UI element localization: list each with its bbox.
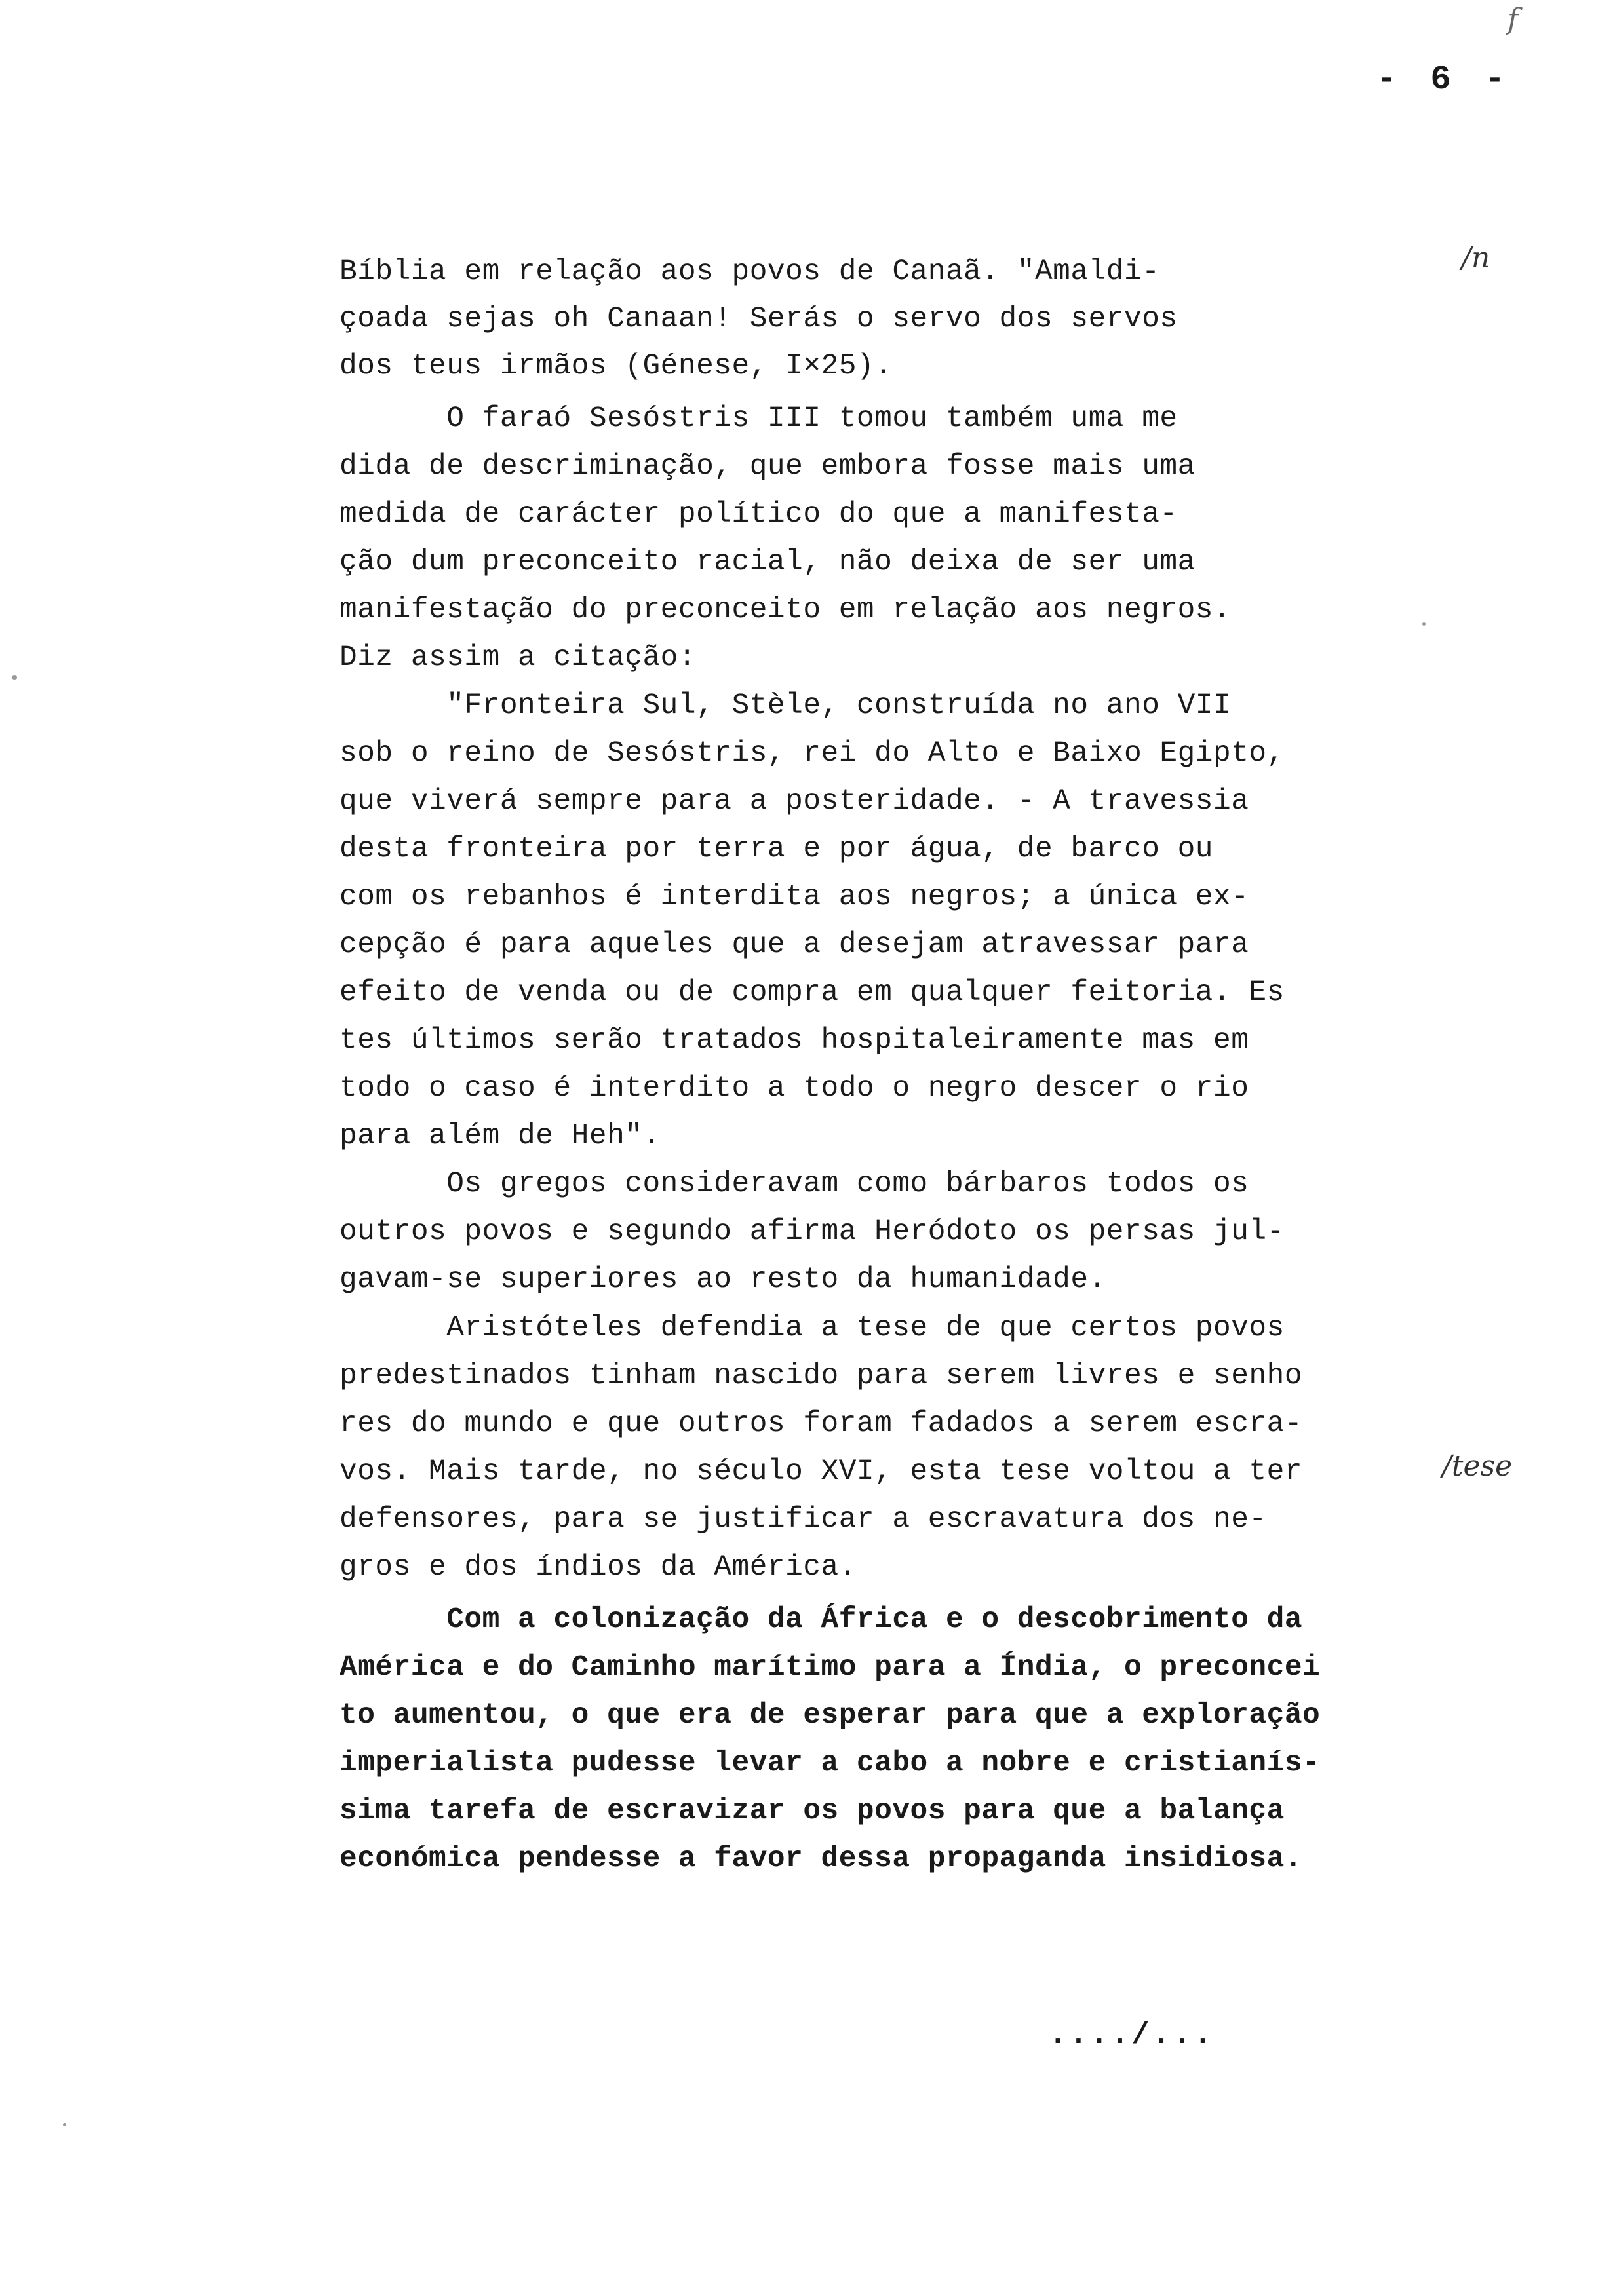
scan-speck [12,675,17,680]
text-line: económica pendesse a favor dessa propaganda insidiosa. [340,1843,1303,1875]
text-line: "Fronteira Sul, Stèle, construída no ano VII [340,689,1232,722]
text-line: gros e dos índios da América. [340,1551,857,1584]
margin-note-correction: /tese [1442,1449,1513,1483]
continuation-mark: ..../... [1049,2018,1215,2052]
text-line: Aristóteles defendia a tese de que certos povos [340,1312,1285,1345]
page-number: - 6 - [1376,60,1512,99]
text-line: para além de Heh". [340,1120,661,1153]
text-line: desta fronteira por terra e por água, de barco ou [340,833,1214,866]
text-line: imperialista pudesse levar a cabo a nobre e cristianís- [340,1747,1321,1780]
text-line: efeito de venda ou de compra em qualquer feitoria. Es [340,976,1285,1009]
text-line: todo o caso é interdito a todo o negro descer o rio [340,1072,1249,1105]
page-corner-mark: f [1508,3,1519,36]
text-line: manifestação do preconceito em relação aos negros. [340,594,1232,626]
text-line: res do mundo e que outros foram fadados a serem escra- [340,1407,1303,1440]
scan-speck [1422,622,1426,626]
text-line: sima tarefa de escravizar os povos para que a balança [340,1795,1285,1827]
text-line: Diz assim a citação: [340,641,697,674]
text-line: tes últimos serão tratados hospitaleiramente mas em [340,1024,1249,1057]
text-line: dida de descriminação, que embora fosse mais uma [340,450,1196,483]
text-line: medida de carácter político do que a manifesta- [340,498,1178,531]
text-line: vos. Mais tarde, no século XVI, esta tese voltou a ter [340,1455,1303,1488]
text-line: defensores, para se justificar a escravatura dos ne- [340,1503,1267,1536]
text-line: Os gregos consideravam como bárbaros todos os [340,1168,1249,1200]
scan-speck [63,2123,66,2126]
text-line: dos teus irmãos (Génese, I×25). [340,350,893,383]
text-line: predestinados tinham nascido para serem livres e senho [340,1360,1303,1392]
text-line: cepção é para aqueles que a desejam atravessar para [340,928,1249,961]
text-line: ção dum preconceito racial, não deixa de ser uma [340,546,1196,579]
text-line: O faraó Sesóstris III tomou também uma me [340,402,1178,435]
text-line: com os rebanhos é interdita aos negros; a única ex- [340,881,1249,913]
text-line: Com a colonização da África e o descobrimento da [340,1603,1303,1636]
text-line: que viverá sempre para a posteridade. - A travessia [340,785,1249,818]
text-line: to aumentou, o que era de esperar para que a exploração [340,1699,1321,1732]
margin-note-correction: /n [1462,241,1490,275]
text-line: América e do Caminho marítimo para a Índia, o preconcei [340,1651,1321,1684]
text-line: sob o reino de Sesóstris, rei do Alto e Baixo Egipto, [340,737,1285,770]
text-line: çoada sejas oh Canaan! Serás o servo dos servos [340,303,1178,335]
text-line: outros povos e segundo afirma Heródoto os persas jul- [340,1215,1285,1248]
text-line: Bíblia em relação aos povos de Canaã. "Amaldi- [340,256,1160,288]
text-line: gavam-se superiores ao resto da humanidade. [340,1263,1106,1296]
